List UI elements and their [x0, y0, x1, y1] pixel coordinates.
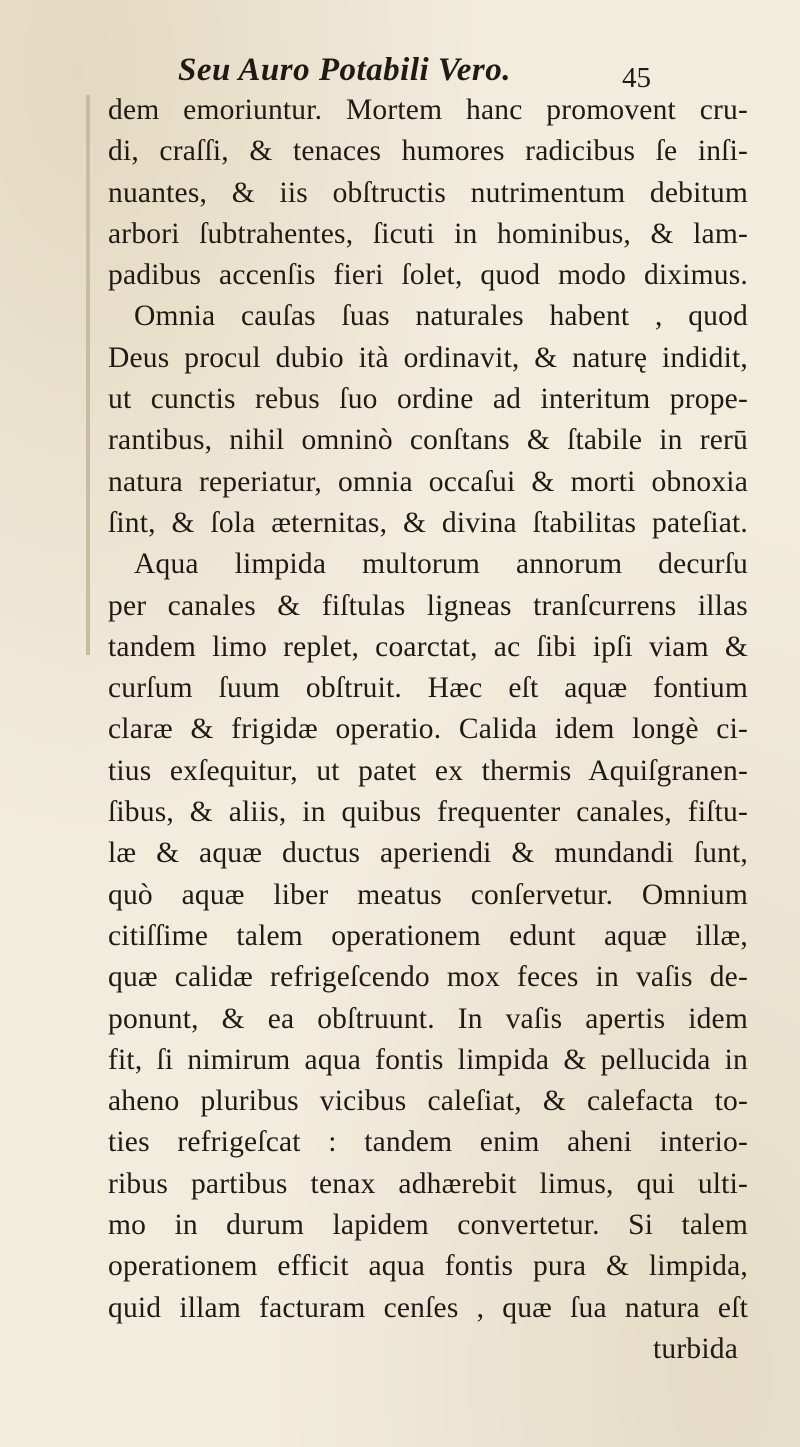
- running-title: Seu Auro Potabili Vero.: [178, 52, 512, 88]
- text-line: Omnia cauſas ſuas naturales habent , quod: [134, 300, 748, 333]
- text-line: nuantes, & iis obſtructis nutrimentum debitum: [108, 176, 748, 209]
- text-line: læ & aquæ ductus aperiendi & mundandi ſunt,: [108, 837, 748, 870]
- text-line: aheno pluribus vicibus caleſiat, & calefacta to-: [108, 1085, 748, 1118]
- text-line: di, craſſi, & tenaces humores radicibus ſe inſi-: [108, 135, 748, 168]
- text-line: arbori ſubtrahentes, ſicuti in hominibus, & lam-: [108, 217, 748, 250]
- text-line: ſint, & ſola æternitas, & divina ſtabilitas pateſiat.: [108, 506, 748, 539]
- text-line: rantibus, nihil omninò conſtans & ſtabile in rerū: [108, 424, 748, 457]
- text-line: quid illam facturam cenſes , quæ ſua natura eſt: [108, 1291, 748, 1324]
- text-line: natura reperiatur, omnia occaſui & morti obnoxia: [108, 465, 748, 498]
- text-line: operationem efficit aqua fontis pura & limpida,: [108, 1250, 748, 1283]
- text-line: tandem limo replet, coarctat, ac ſibi ipſi viam &: [108, 630, 748, 663]
- text-line: mo in durum lapidem convertetur. Si talem: [108, 1209, 748, 1242]
- body-text: [108, 90, 748, 1370]
- text-line: per canales & fiſtulas ligneas tranſcurrens illas: [108, 589, 748, 622]
- text-line: dem emoriuntur. Mortem hanc promovent cru-: [108, 94, 748, 126]
- text-line: Deus procul dubio ità ordinavit, & naturę indidit,: [108, 341, 748, 374]
- page-number: 45: [622, 62, 651, 94]
- text-line: curſum ſuum obſtruit. Hæc eſt aquæ fontium: [108, 672, 748, 705]
- text-line: quæ calidæ refrigeſcendo mox feces in vaſis de-: [108, 961, 748, 994]
- text-line: Aqua limpida multorum annorum decurſu: [134, 548, 748, 581]
- text-line: ponunt, & ea obſtruunt. In vaſis apertis idem: [108, 1002, 748, 1035]
- text-line: quò aquæ liber meatus conſervetur. Omnium: [108, 878, 748, 911]
- text-line: claræ & frigidæ operatio. Calida idem longè ci-: [108, 713, 748, 746]
- text-line: tius exſequitur, ut patet ex thermis Aquiſgranen-: [108, 754, 748, 787]
- text-line: ſibus, & aliis, in quibus frequenter canales, fiſtu-: [108, 796, 748, 829]
- text-line: ut cunctis rebus ſuo ordine ad interitum prope-: [108, 383, 748, 416]
- text-line: citiſſime talem operationem edunt aquæ illæ,: [108, 919, 748, 952]
- text-line: ribus partibus tenax adhærebit limus, qui ulti-: [108, 1167, 748, 1200]
- page-header: [0, 52, 800, 92]
- text-line: padibus accenſis fieri ſolet, quod modo diximus.: [108, 259, 748, 292]
- text-line: fit, ſi nimirum aqua fontis limpida & pellucida in: [108, 1043, 748, 1076]
- catchword-line: turbida: [653, 1332, 738, 1365]
- text-line: ties refrigeſcat : tandem enim aheni interio-: [108, 1126, 748, 1159]
- margin-shadow: [86, 95, 90, 655]
